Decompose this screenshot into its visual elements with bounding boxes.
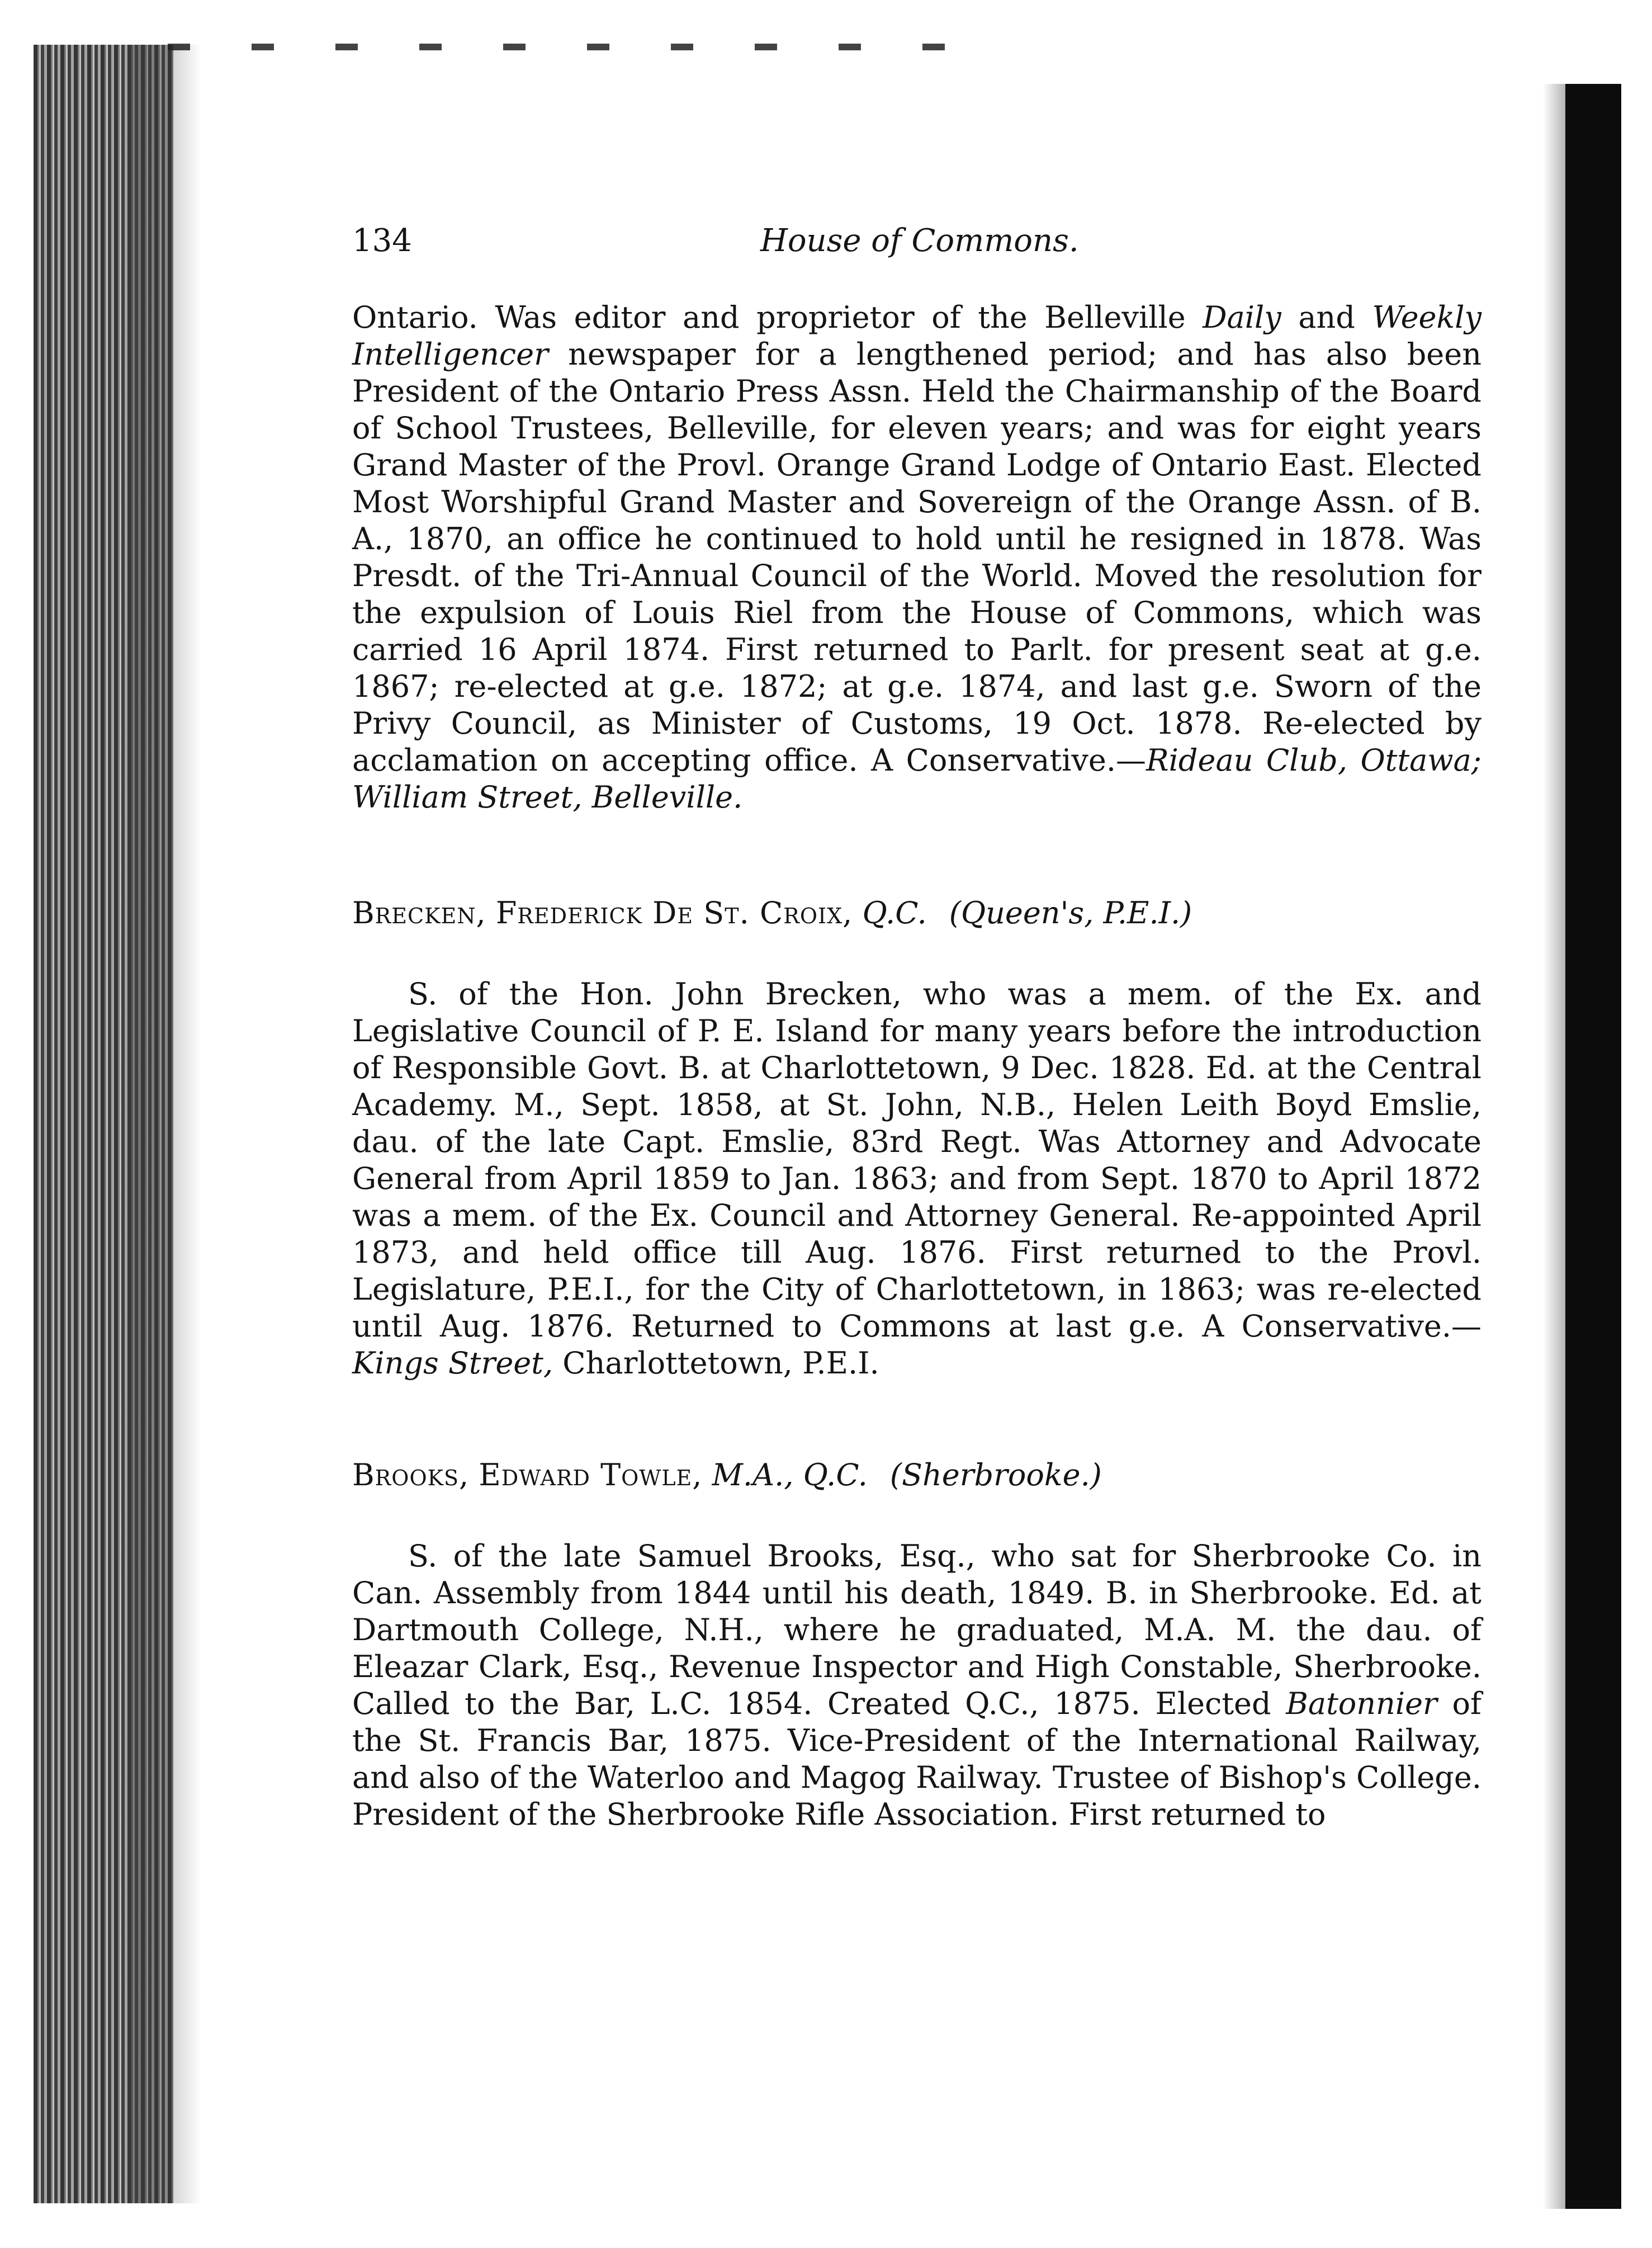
entry-brooks-paragraph (352, 1538, 1481, 1833)
entry-brecken-title: Q.C. (862, 895, 927, 931)
entry-continued-paragraph (352, 299, 1481, 816)
entry-continued-text-1: Ontario. Was editor and proprietor of the Belleville (352, 300, 1203, 335)
binding-shadow-right (1565, 84, 1621, 2209)
entry-continued-text-3: newspaper for a lengthened period; and has also been President of the Ontario Press Assn. Held the Chairmanship of the Board of School Trustees, Belleville, for eleven years; and was for eight years Grand Master of the Provl. Orange Grand Lodge of Ontario East. Elected Most Worshipful Grand Master and Sovereign of the Orange Assn. of B. A., 1870, an office he continued to hold until he resigned in 1878. Was Presdt. of the Tri-Annual Council of the World. Moved the resolution for the expulsion of Louis Riel from the House of Commons, which was carried 16 April 1874. First returned to Parlt. for present seat at g.e. 1867; re-elected at g.e. 1872; at g.e. 1874, and last g.e. Sworn of the Privy Council, as Minister of Customs, 19 Oct. 1878. Re-elected by acclamation on accepting office. A Conservative.— (352, 337, 1481, 778)
entry-brecken-address-plain: Charlottetown, P.E.I. (553, 1345, 879, 1381)
entry-continued-address: Rideau Club, Ottawa; William Street, Belleville. (352, 743, 1481, 815)
running-title: House of Commons. (760, 223, 1079, 259)
entry-continued-weekly: Weekly Intelligencer (352, 300, 1481, 372)
running-head (352, 223, 1512, 273)
entry-brooks-surname: Brooks, (352, 1457, 470, 1493)
entry-continued-text-2: and (1281, 300, 1372, 335)
page-number: 134 (352, 223, 412, 259)
binding-fade-right (1543, 84, 1565, 2209)
entry-brecken-paragraph (352, 976, 1481, 1382)
binding-fade-left (129, 45, 201, 2203)
entry-brooks-body-2: of the St. Francis Bar, 1875. Vice-President of the International Railway, and also of the Waterloo and Magog Railway. Trustee of Bishop's College. President of the Sherbrooke Rifle Association. First returned to (352, 1686, 1481, 1832)
entry-brooks-batonnier: Batonnier (1286, 1686, 1437, 1721)
entry-brecken-heading (352, 895, 1481, 932)
entry-brecken-body: S. of the Hon. John Brecken, who was a mem. of the Ex. and Legislative Council of P. E. Island for many years before the introduction of Responsible Govt. B. at Charlottetown, 9 Dec. 1828. Ed. at the Central Academy. M., Sept. 1858, at St. John, N.B., Helen Leith Boyd Emslie, dau. of the late Capt. Emslie, 83rd Regt. Was Attorney and Advocate General from April 1859 to Jan. 1863; and from Sept. 1870 to April 1872 was a mem. of the Ex. Council and Attorney General. Re-appointed April 1873, and held office till Aug. 1876. First returned to the Provl. Legislature, P.E.I., for the City of Charlottetown, in 1863; was re-elected until Aug. 1876. Returned to Commons at last g.e. A Conservative.— (352, 976, 1481, 1344)
entry-brooks-body-1: S. of the late Samuel Brooks, Esq., who sat for Sherbrooke Co. in Can. Assembly from 1844 until his death, 1849. B. in Sherbrooke. Ed. at Dartmouth College, N.H., where he graduated, M.A. M. the dau. of Eleazar Clark, Esq., Revenue Inspector and High Constable, Sherbrooke. Called to the Bar, L.C. 1854. Created Q.C., 1875. Elected (352, 1538, 1481, 1721)
entry-continued-daily: Daily (1203, 300, 1281, 335)
entry-brecken-address-italic: Kings Street, (352, 1345, 553, 1381)
entry-brecken-surname: Brecken, (352, 895, 486, 931)
entry-brooks-given-names: Edward Towle, (479, 1457, 703, 1493)
entry-brecken-constituency: (Queen's, P.E.I.) (949, 895, 1192, 931)
scan-top-marks (168, 44, 978, 50)
entry-brooks-degrees: M.A., Q.C. (712, 1457, 868, 1493)
entry-brooks-constituency: (Sherbrooke.) (889, 1457, 1102, 1493)
entry-brooks-heading (352, 1457, 1481, 1494)
entry-brecken-given-names: Frederick De St. Croix, (495, 895, 853, 931)
